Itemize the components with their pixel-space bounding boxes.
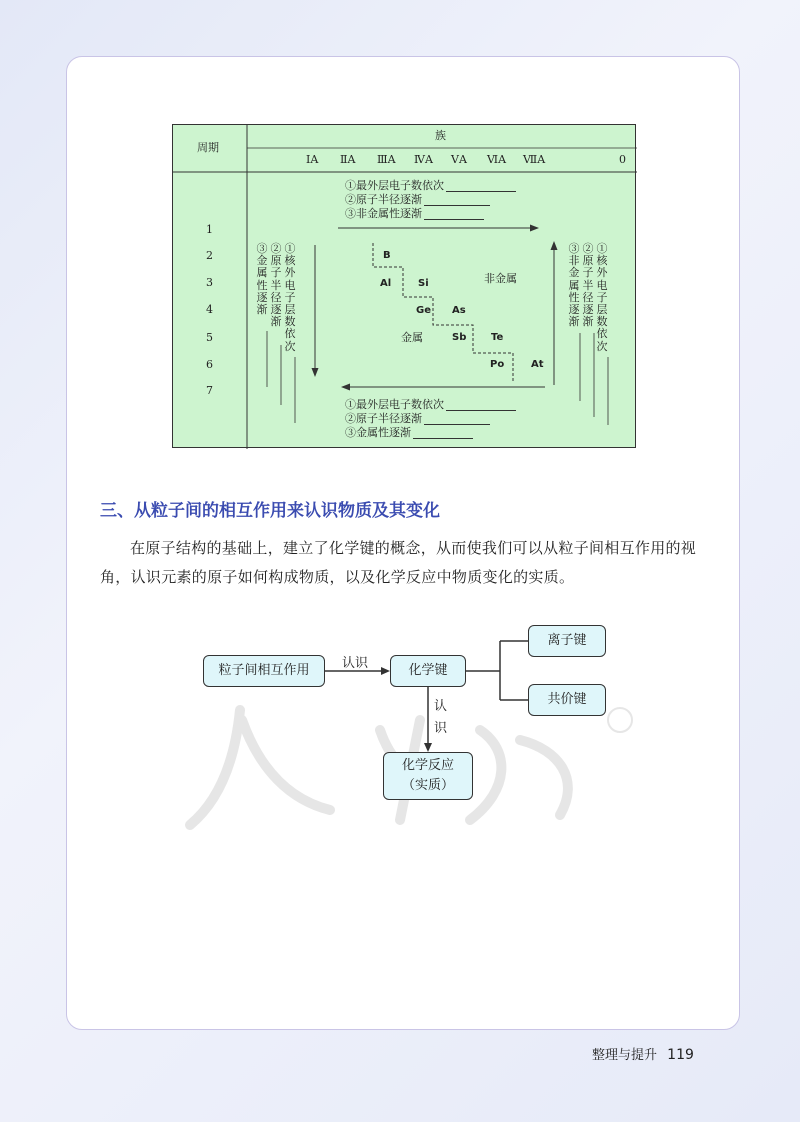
top-trend-note: ②原子半径逐渐 — [345, 193, 490, 206]
chemical-reaction-box — [383, 752, 473, 800]
element-symbol: Si — [418, 278, 429, 289]
right-trend-column: ①核外电子层数依次 — [596, 242, 608, 353]
period-label: 7 — [206, 384, 213, 397]
section-title: 三、从粒子间的相互作用来认识物质及其变化 — [100, 501, 440, 521]
interaction-box: 粒子间相互作用 — [203, 655, 325, 687]
left-trend-column: ②原子半径逐渐 — [270, 242, 282, 329]
element-symbol: Po — [490, 359, 505, 370]
left-trend-column: ③金属性逐渐 — [256, 242, 268, 317]
element-symbol: B — [383, 250, 391, 261]
group-header: 族 — [435, 129, 446, 142]
arrow-label-recognize: 认识 — [342, 656, 369, 671]
nonmetal-label: 非金属 — [484, 272, 517, 285]
group-label: ⅠA — [306, 153, 319, 166]
bottom-trend-note: ③金属性逐渐 — [345, 426, 473, 439]
element-symbol: As — [452, 305, 466, 316]
page-footer — [592, 1044, 694, 1063]
footer-section-name: 整理与提升 — [592, 1048, 658, 1063]
arrow-label-recognize-vertical: 认识 — [434, 699, 448, 736]
period-label: 2 — [206, 249, 213, 262]
group-label: ⅡA — [340, 153, 356, 166]
period-header: 周期 — [197, 141, 219, 154]
period-label: 1 — [206, 223, 213, 236]
group-label: ⅦA — [523, 153, 546, 166]
period-label: 3 — [206, 276, 213, 289]
ionic-bond-box: 离子键 — [528, 625, 606, 657]
metal-label: 金属 — [401, 331, 423, 344]
body-paragraph: 在原子结构的基础上，建立了化学键的概念，从而使我们可以从粒子间相互作用的视角，认识元素的原子如何构成物质，以及化学反应中物质变化的实质。 — [100, 539, 697, 586]
group-label: ⅢA — [377, 153, 396, 166]
element-symbol: Te — [491, 332, 504, 343]
group-label: ⅣA — [414, 153, 433, 166]
covalent-bond-box: 共价键 — [528, 684, 606, 716]
element-symbol: Sb — [452, 332, 467, 343]
right-trend-column: ②原子半径逐渐 — [582, 242, 594, 329]
period-label: 6 — [206, 358, 213, 371]
period-label: 4 — [206, 303, 213, 316]
period-label: 5 — [206, 331, 213, 344]
bottom-trend-note: ①最外层电子数依次 — [345, 398, 516, 411]
element-symbol: At — [531, 359, 544, 370]
group-label: ⅥA — [487, 153, 507, 166]
left-trend-column: ①核外电子层数依次 — [284, 242, 296, 353]
reaction-sublabel: （实质） — [401, 778, 454, 793]
reaction-label: 化学反应 — [401, 758, 454, 773]
right-trend-column: ③非金属性逐渐 — [568, 242, 580, 329]
group-label: ⅤA — [451, 153, 467, 166]
group-label: 0 — [619, 153, 626, 166]
top-trend-note: ③非金属性逐渐 — [345, 207, 484, 220]
element-symbol: Ge — [416, 305, 431, 316]
bottom-trend-note: ②原子半径逐渐 — [345, 412, 490, 425]
top-trend-note: ①最外层电子数依次 — [345, 179, 516, 192]
chemical-bond-box: 化学键 — [390, 655, 466, 687]
element-symbol: Al — [380, 278, 392, 289]
page-number: 119 — [667, 1047, 694, 1063]
